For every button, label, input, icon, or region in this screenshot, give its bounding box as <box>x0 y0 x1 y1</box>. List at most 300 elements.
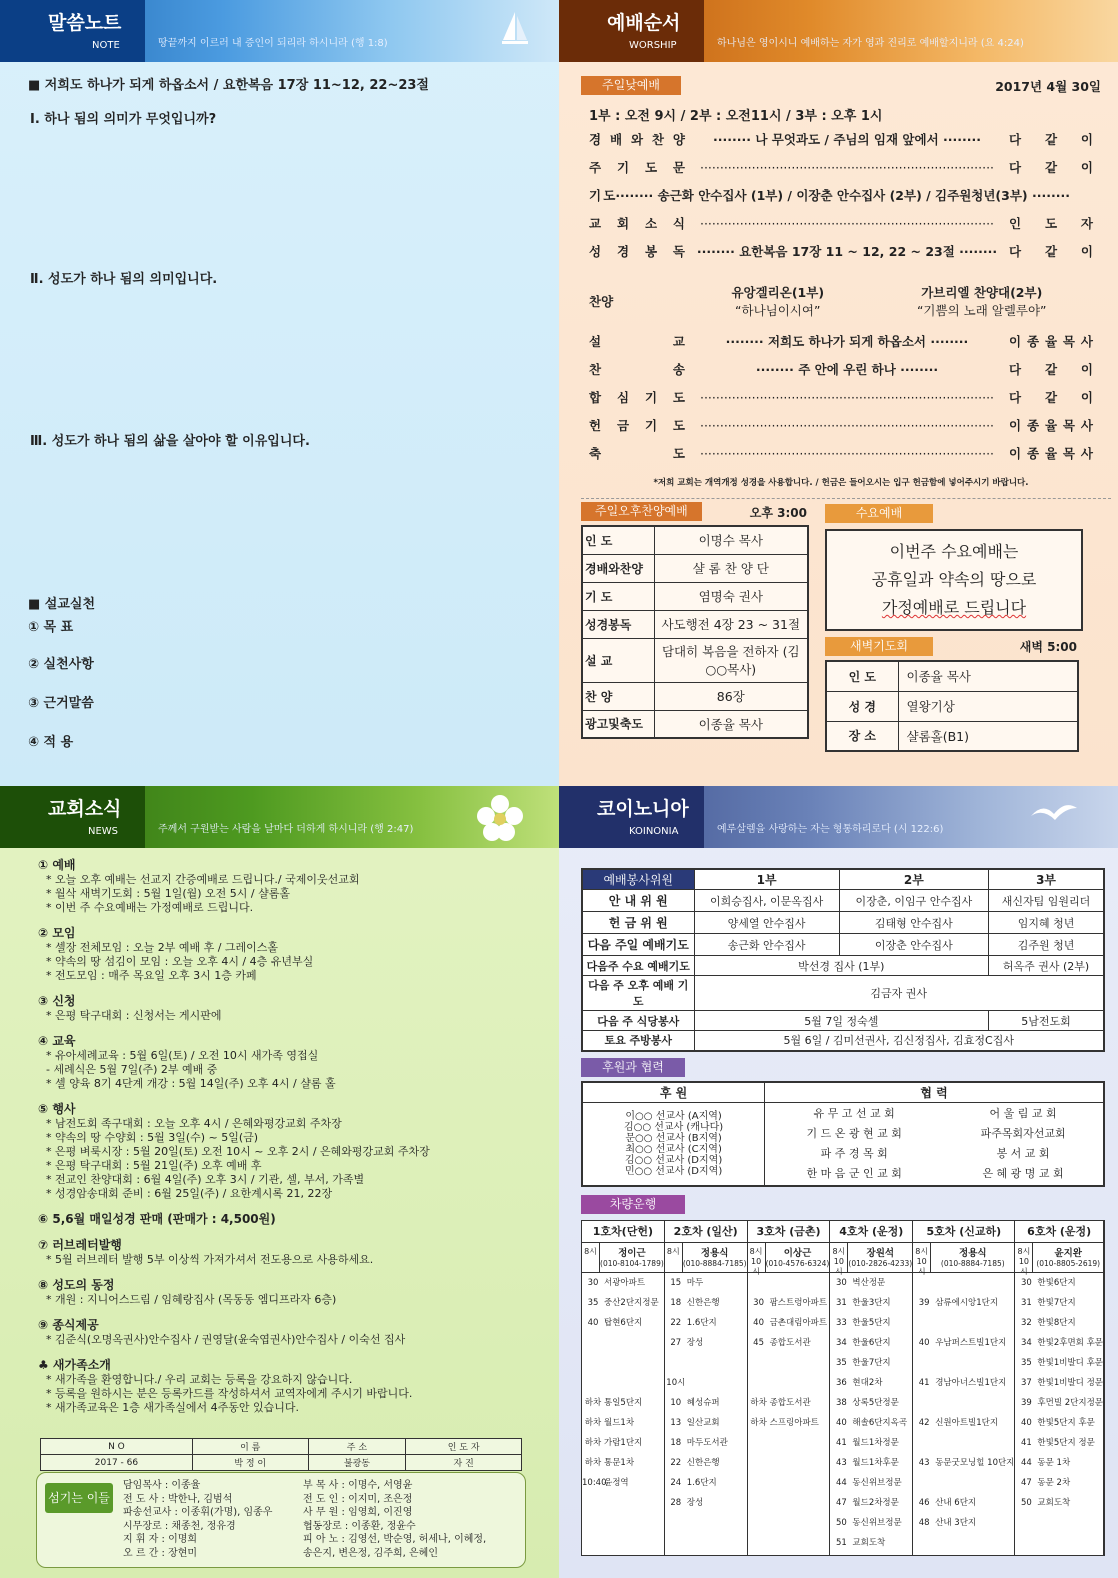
news-item: * 유아세례교육 : 5월 6일(토) / 오전 10시 새가족 영접실 <box>46 1049 319 1062</box>
bus-stop-name: 스프링아파트 <box>769 1417 819 1428</box>
bus-driver: 정이근 <box>618 1247 646 1259</box>
bus-stop-name: 종합도서관 <box>769 1337 811 1348</box>
bus-stop <box>830 1533 912 1553</box>
duty-cell: 새신자팀 임원리더 <box>989 890 1104 912</box>
note-banner-verse: 땅끝까지 이르러 내 증인이 되리라 하시니라 (행 1:8) <box>158 38 388 49</box>
bus-stop <box>1015 1273 1103 1293</box>
order-row <box>589 242 1093 270</box>
bus-stop-name: 서광아파트 <box>604 1277 646 1288</box>
order-row <box>589 214 1093 242</box>
order-label: 교 회 소 식 <box>589 216 685 231</box>
bus-stop-time: 22 <box>670 1317 682 1328</box>
dawn-value: 열왕기상 <box>898 691 1078 721</box>
duty-row <box>582 934 1104 956</box>
order-label: 헌 금 기 도 <box>589 418 685 433</box>
bus-stop <box>913 1433 1014 1453</box>
bus-stop-name: 통일5단지 <box>604 1397 643 1408</box>
bus-stop-time: 37 <box>1020 1377 1032 1388</box>
bus-stop-name: 삼류에시앙1단지 <box>935 1297 999 1308</box>
bus-stop-name: 후먼빌 2단지정문 <box>1037 1397 1103 1408</box>
order-row <box>589 158 1093 186</box>
bus-stop-time: 하차 <box>584 1457 602 1468</box>
duty-label: 다음주 수요 예배기도 <box>582 956 694 976</box>
order-list-2 <box>581 332 1101 472</box>
bus-stop-name <box>935 1353 1014 1373</box>
news-section <box>38 1316 538 1347</box>
bus-stop-time: 35 <box>587 1297 599 1308</box>
news-section-title: ⑨ 종식제공 <box>38 1318 99 1332</box>
seagull-icon <box>1029 794 1079 834</box>
bus-stop-time: 하차 <box>750 1397 767 1408</box>
duty-label: 토요 주방봉사 <box>582 1031 694 1051</box>
afternoon-value: 염명숙 권사 <box>654 582 808 610</box>
order-content: ········ 송근화 안수집사 (1부) / 이장춘 안수집사 (2부) / 김주원청년(3부) ········ <box>615 188 1070 203</box>
bus-stop-name: 한빛1비발디 정문 <box>1037 1377 1103 1388</box>
bus-stop <box>665 1393 747 1413</box>
duty-table <box>581 868 1105 1052</box>
news-item: * 전도모임 : 매주 목요일 오후 3시 1층 카페 <box>46 969 257 982</box>
bus-stop-name: 윤정역 <box>604 1477 629 1488</box>
news-item: * 약속의 땅 수양회 : 5월 3일(수) ~ 5일(금) <box>46 1131 259 1144</box>
bus-stop-name: 동문굿모닝힐 10단지 <box>935 1457 1015 1468</box>
bus-stop-time: 50 <box>835 1517 847 1528</box>
afternoon-row <box>582 682 808 710</box>
order-leader: 인 도 자 <box>1009 216 1093 231</box>
bus-stop <box>913 1273 1014 1293</box>
bus-stop-name <box>935 1313 1014 1333</box>
bus-stop-name: 한빛2후면회 후문 <box>1037 1337 1103 1348</box>
note-point-1: Ⅰ. 하나 됨의 의미가 무엇입니까? <box>30 112 217 127</box>
bus-stop-name: 신원아트빌1단지 <box>935 1417 999 1428</box>
duty-head: 2부 <box>839 869 988 890</box>
news-item: * 새가족교육은 1층 새가족실에서 4주동안 있습니다. <box>46 1401 299 1414</box>
bus-stop-name: 신한은행 <box>686 1457 720 1468</box>
duty-cell: 양세열 안수집사 <box>694 912 839 934</box>
partner: 봉 서 교 회 <box>996 1146 1050 1160</box>
order-content: ········ 요한복음 17장 11 ~ 12, 22 ~ 23절 ········ <box>696 244 998 259</box>
bus-stop <box>1015 1393 1103 1413</box>
bus-stop <box>582 1453 664 1473</box>
worship-logo-sub: WORSHIP <box>629 40 677 51</box>
afternoon-label: 경배와찬양 <box>582 554 654 582</box>
bus-stop <box>582 1353 664 1373</box>
service-times: 1부 : 오전 9시 / 2부 : 오전11시 / 3부 : 오후 1시 <box>589 109 883 124</box>
bus-stop <box>582 1313 664 1333</box>
note-logo <box>0 0 145 62</box>
worship-banner-verse: 하나님은 영이시니 예배하는 자가 영과 진리로 예배할지니라 (요 4:24) <box>717 38 1024 49</box>
bus-title: 2호차 (일산) <box>665 1221 747 1243</box>
bus-stop <box>830 1333 912 1353</box>
choir-b-song: “기쁨의 노래 알렐루야” <box>916 303 1047 318</box>
duty-row <box>582 976 1104 1011</box>
news-section-title: ⑦ 러브레터발행 <box>38 1238 122 1252</box>
duty-head: 3부 <box>989 869 1104 890</box>
duty-cell: 허옥주 권사 (2부) <box>989 956 1104 976</box>
bus-driver: 윤지완 <box>1054 1247 1082 1259</box>
bus-stop-time: 46 <box>918 1497 930 1508</box>
wednesday-line: 이번주 수요예배는 <box>889 542 1019 561</box>
note-point-2: Ⅱ. 성도가 하나 됨의 의미입니다. <box>30 272 218 287</box>
afternoon-label: 찬 양 <box>582 682 654 710</box>
bus-column <box>748 1221 831 1555</box>
bus-title: 5호차 (신교하) <box>913 1221 1014 1243</box>
news-item: * 성경암송대회 준비 : 6월 25일(주) / 요한계시록 21, 22장 <box>46 1187 333 1200</box>
afternoon-label: 설 교 <box>582 638 654 682</box>
news-logo <box>0 786 145 848</box>
duty-cell: 5남전도회 <box>989 1011 1104 1031</box>
duty-cell: 김태형 안수집사 <box>839 912 988 934</box>
staff-title: 섬기는 이들 <box>45 1483 113 1513</box>
worship-logo <box>559 0 704 62</box>
staff-line: 담임목사 : 이종율 <box>123 1480 201 1491</box>
staff-right <box>303 1479 486 1560</box>
bus-stop-time: 43 <box>835 1457 847 1468</box>
bus-stop-name <box>604 1333 664 1353</box>
koinonia-logo-title: 코이노니아 <box>597 798 689 820</box>
news-section-title: ⑥ 5,6월 매일성경 판매 (판매가 : 4,500원) <box>38 1212 276 1226</box>
bus-stop-time: 13 <box>670 1417 682 1428</box>
bus-stop-name: 한빛1비발디 후문 <box>1037 1357 1103 1368</box>
dawn-row <box>826 691 1078 721</box>
duty-cell: 송근화 안수집사 <box>694 934 839 956</box>
bus-stop-time: 27 <box>670 1337 682 1348</box>
bus-stop-name: 동문 1차 <box>1037 1457 1071 1468</box>
order-leader: 다 같 이 <box>1009 160 1093 175</box>
bus-stop <box>582 1433 664 1453</box>
staff-line: 사 무 원 : 임영희, 이진영 <box>303 1507 413 1518</box>
afternoon-label: 기 도 <box>582 582 654 610</box>
order-label: 성 경 봉 독 <box>589 244 685 259</box>
bus-stop-name: 현대2차 <box>852 1377 883 1388</box>
duty-cell: 박선경 집사 (1부) <box>694 956 989 976</box>
note-point-3: Ⅲ. 성도가 하나 됨의 삶을 살아야 할 이유입니다. <box>30 434 310 449</box>
bus-driver-row <box>748 1243 830 1276</box>
staff-line: 파송선교사 : 이종휘(가명), 임종우 <box>123 1507 273 1518</box>
bus-stop-name: 한울5단지 <box>852 1317 891 1328</box>
afternoon-label: 성경봉독 <box>582 610 654 638</box>
bus-stop-name: 동신위브정문 <box>852 1477 902 1488</box>
practice-item: ④ 적 용 <box>28 735 74 750</box>
news-item: - 세례식은 5월 7일(주) 2부 예배 중 <box>46 1063 218 1076</box>
bus-stop-name <box>770 1353 830 1373</box>
news-item: * 김준식(오명옥권사)안수집사 / 권영달(윤숙엽권사)안수집사 / 이숙선 집사 <box>46 1333 406 1346</box>
note-banner <box>0 0 559 62</box>
newcomer-cell: 박 정 이 <box>192 1455 308 1471</box>
order-leader: 이 종 율 목 사 <box>1009 418 1093 433</box>
bus-title: 3호차 (금촌) <box>748 1221 830 1243</box>
bus-departure: 8시 10시 <box>830 1243 848 1272</box>
bus-stop <box>913 1493 1014 1513</box>
order-label: 기 도 <box>589 188 616 203</box>
bus-stop <box>830 1293 912 1313</box>
bus-stop <box>1015 1353 1103 1373</box>
order-row <box>589 186 1093 214</box>
missionary: 이○○ 선교사 (A지역) <box>625 1110 722 1122</box>
staff-line: 송은지, 변은정, 김주희, 은혜인 <box>303 1547 438 1559</box>
bus-stop-time <box>913 1433 935 1453</box>
bus-stop-time <box>913 1473 935 1493</box>
order-leader: 다 같 이 <box>1009 390 1093 405</box>
bus-stop-name: 마두 <box>686 1277 704 1288</box>
bus-stop-name <box>935 1393 1014 1413</box>
bus-stop <box>1015 1453 1103 1473</box>
support-head: 후 원 <box>582 1082 765 1103</box>
koinonia-banner <box>559 786 1118 848</box>
duty-cell: 이희승집사, 이문옥집사 <box>694 890 839 912</box>
news-item: * 남전도회 족구대회 : 오늘 오후 4시 / 은혜와평강교회 주차장 <box>46 1117 342 1130</box>
bus-stop <box>665 1333 747 1353</box>
bus-stop-time: 44 <box>1020 1457 1032 1468</box>
koinonia-logo-sub: KOINONIA <box>629 826 679 837</box>
bus-stop <box>665 1293 747 1313</box>
support-tab: 후원과 협력 <box>581 1058 685 1077</box>
bus-stop-time <box>913 1273 935 1293</box>
bus-stop-name: 1.6단지 <box>686 1317 717 1328</box>
duty-cell: 5월 6일 / 김미선권사, 김신정집사, 김효정C집사 <box>694 1031 1104 1051</box>
bus-driver-row <box>665 1243 747 1273</box>
bus-stop-name: 마두도서관 <box>686 1437 728 1448</box>
dawn-time: 새벽 5:00 <box>1019 640 1077 654</box>
afternoon-row <box>582 610 808 638</box>
staff-line: 오 르 간 : 장현미 <box>123 1547 198 1559</box>
bus-title: 1호차(단헌) <box>582 1221 664 1243</box>
bus-stop <box>748 1373 830 1393</box>
bus-stop <box>830 1313 912 1333</box>
order-label: 찬 송 <box>589 362 685 377</box>
choir-a-name: 유앙겔리온(1부) <box>731 285 825 300</box>
choir-label: 찬양 <box>589 294 614 309</box>
bus-stop-name <box>770 1373 830 1393</box>
bus-stop-name: 산내 6단지 <box>935 1497 977 1508</box>
newcomer-head: N O <box>41 1439 193 1455</box>
dawn-label: 장 소 <box>826 721 898 751</box>
note-logo-title: 말씀노트 <box>48 12 122 34</box>
worship-panel <box>559 0 1118 786</box>
bus-stop <box>748 1413 830 1433</box>
bus-stop-name <box>604 1373 664 1393</box>
bus-stop-time: 33 <box>835 1317 847 1328</box>
bus-title: 4호차 (운정) <box>830 1221 912 1243</box>
news-section <box>38 1100 538 1201</box>
bus-stop <box>1015 1433 1103 1453</box>
partner: 한 마 음 군 인 교 회 <box>806 1166 902 1180</box>
bus-stop <box>748 1333 830 1353</box>
bus-stop-time: 40 <box>1020 1417 1032 1428</box>
duty-row <box>582 890 1104 912</box>
newcomer-cell: 불광동 <box>308 1455 406 1471</box>
partner-list-b <box>943 1102 1104 1186</box>
bus-stop <box>748 1293 830 1313</box>
news-banner-verse: 주께서 구원받는 사람을 날마다 더하게 하시니라 (행 2:47) <box>158 824 414 835</box>
news-item: * 5월 러브레터 발행 5부 이상씩 가져가셔서 전도용으로 사용하세요. <box>46 1253 374 1266</box>
bus-stop-time: 40 <box>918 1337 930 1348</box>
bus-stop-time: 31 <box>835 1297 847 1308</box>
bus-phone: (010-8884-7185) <box>940 1258 1005 1268</box>
news-item: * 등록을 원하시는 분은 등록카드를 작성하셔서 교역자에게 주시기 바랍니다. <box>46 1387 413 1400</box>
bus-stop <box>913 1473 1014 1493</box>
dawn-value: 이종율 목사 <box>898 661 1078 691</box>
bus-stop-name: 경남아너스빌1단지 <box>935 1377 1007 1388</box>
bus-driver-row <box>830 1243 913 1276</box>
order-leader: 이 종 율 목 사 <box>1009 446 1093 461</box>
staff-line: 전 도 사 : 박한나, 김범석 <box>123 1493 233 1505</box>
order-row <box>589 388 1093 416</box>
support-head: 협 력 <box>765 1082 1104 1103</box>
bus-column <box>913 1221 1015 1555</box>
afternoon-row <box>582 638 808 682</box>
bus-stop-name: 장성 <box>686 1337 704 1348</box>
worship-banner <box>559 0 1118 62</box>
bus-schedule <box>581 1220 1105 1556</box>
bus-stop-name <box>935 1433 1014 1453</box>
afternoon-value: 이종율 목사 <box>654 710 808 738</box>
bus-driver-row <box>913 1243 1014 1276</box>
newcomer-cell: 자 진 <box>406 1455 522 1471</box>
afternoon-row <box>582 526 808 554</box>
bus-stop-time <box>748 1273 770 1293</box>
bus-stop <box>582 1373 664 1393</box>
bus-stop <box>665 1313 747 1333</box>
order-leader: 다 같 이 <box>1009 244 1093 259</box>
bus-stop-name: 상록5단정문 <box>852 1397 899 1408</box>
order-leader: 다 같 이 <box>1009 132 1093 147</box>
staff-box <box>36 1472 526 1568</box>
duty-label: 헌 금 위 원 <box>582 912 694 934</box>
missionary: 김○○ 선교사 (D지역) <box>624 1154 723 1166</box>
order-row <box>589 130 1093 158</box>
bus-stop <box>913 1393 1014 1413</box>
news-panel <box>0 786 559 1578</box>
news-section <box>38 924 538 983</box>
bus-stop <box>913 1453 1014 1473</box>
missionary: 최○○ 선교사 (C지역) <box>625 1143 722 1155</box>
practice-item: ② 실천사항 <box>28 657 94 672</box>
bus-stop-name: 한빛7단지 <box>1037 1297 1076 1308</box>
sunday-service-tab: 주일낮예배 <box>581 76 681 95</box>
newcomer-cell: 2017 - 66 <box>41 1455 193 1471</box>
bus-stop <box>830 1273 912 1293</box>
bus-stop-time: 39 <box>918 1297 930 1308</box>
news-banner <box>0 786 559 848</box>
bus-phone: (010-8805-2619) <box>1036 1258 1101 1268</box>
bus-stop <box>582 1393 664 1413</box>
staff-line: 피 아 노 : 김영선, 박순영, 허세나, 이혜정, <box>303 1534 487 1545</box>
bus-stop <box>830 1353 912 1373</box>
bus-stop <box>748 1313 830 1333</box>
bus-tab: 차량운행 <box>581 1195 685 1214</box>
koinonia-panel <box>559 786 1118 1578</box>
bus-stop-name: 동신위브정문 <box>852 1517 902 1528</box>
bus-driver-row <box>1015 1243 1103 1276</box>
bus-stop-time: 51 <box>835 1537 847 1548</box>
bus-stop-name: 통문1차 <box>604 1457 635 1468</box>
order-label: 축 도 <box>589 446 685 461</box>
news-item: * 새가족을 환영합니다./ 우리 교회는 등록을 강요하지 않습니다. <box>46 1373 353 1386</box>
bus-stop-name: 장성 <box>686 1497 704 1508</box>
bus-stop-name: 한빛5단지 후문 <box>1037 1417 1095 1428</box>
news-item: * 개원 : 지니어스드림 / 임혜랑집사 (목동동 엠디프라자 6층) <box>46 1293 337 1306</box>
bus-phone: (010-8104-1789) <box>600 1258 664 1268</box>
bus-stop-name <box>935 1273 1014 1293</box>
bus-stop <box>748 1393 830 1413</box>
staff-line: 전 도 인 : 이지미, 조은정 <box>303 1493 413 1505</box>
bus-stop-name <box>687 1353 747 1373</box>
bus-departure: 8시 <box>665 1243 683 1272</box>
bus-stop <box>913 1413 1014 1433</box>
bus-stop <box>1015 1413 1103 1433</box>
order-content: ·········································································· <box>699 446 995 461</box>
bus-stop <box>830 1433 912 1453</box>
bus-stop <box>665 1373 747 1393</box>
dawn-row <box>826 661 1078 691</box>
news-section <box>38 1276 538 1307</box>
practice-item: ③ 근거말씀 <box>28 696 94 711</box>
news-list <box>38 856 538 1415</box>
bus-stop <box>582 1273 664 1293</box>
news-section-title: ④ 교육 <box>38 1034 76 1048</box>
order-leader: 다 같 이 <box>1009 362 1093 377</box>
bus-stop <box>830 1413 912 1433</box>
afternoon-row <box>582 710 808 738</box>
bus-stop-time: 32 <box>1020 1317 1032 1328</box>
bus-stop <box>1015 1333 1103 1353</box>
bus-stop-time: 30 <box>587 1277 599 1288</box>
order-content: ·········································································· <box>699 216 995 231</box>
note-panel <box>0 0 559 786</box>
dawn-tab: 새벽기도회 <box>825 637 933 656</box>
bus-stop <box>913 1333 1014 1353</box>
bus-stop-name: 월드1차후문 <box>852 1457 899 1468</box>
bus-stop <box>830 1393 912 1413</box>
staff-line: 지 휘 자 : 이명희 <box>123 1534 198 1545</box>
bus-stop <box>913 1373 1014 1393</box>
bus-stop-time <box>582 1333 604 1353</box>
order-label: 합 심 기 도 <box>589 390 685 405</box>
staff-line: 협동장로 : 이종환, 정윤수 <box>303 1520 416 1532</box>
bus-stop-time: 28 <box>670 1497 682 1508</box>
bus-stop-time: 50 <box>1020 1497 1032 1508</box>
news-section <box>38 1032 538 1091</box>
duty-row <box>582 912 1104 934</box>
staff-line: 시무장로 : 채종천, 정유경 <box>123 1520 236 1532</box>
order-content: ·········································································· <box>699 160 995 175</box>
newcomer-head: 주 소 <box>308 1439 406 1455</box>
bus-stop-time: 10시 <box>666 1377 686 1388</box>
duty-label: 다음 주 오후 예배 기도 <box>582 976 694 1011</box>
bus-stop-time: 하차 <box>584 1417 602 1428</box>
bus-driver: 정용식 <box>700 1247 729 1259</box>
bus-stop-time: 40 <box>835 1417 847 1428</box>
bus-column <box>582 1221 665 1555</box>
news-item: * 셀장 전체모임 : 오늘 2부 예배 후 / 그레이스홀 <box>46 941 279 954</box>
bus-driver: 장원석 <box>866 1247 895 1259</box>
dawn-table <box>825 660 1079 752</box>
bus-stop-time: 41 <box>1020 1437 1032 1448</box>
partner: 파 주 경 목 회 <box>820 1146 888 1160</box>
bus-stop-time: 35 <box>835 1357 847 1368</box>
bus-stop-time <box>582 1353 604 1373</box>
bus-stop-name: 종합도서관 <box>769 1397 811 1408</box>
worship-logo-title: 예배순서 <box>607 12 681 34</box>
bus-stop <box>582 1413 664 1433</box>
afternoon-value: 샬 롬 찬 양 단 <box>654 554 808 582</box>
bus-stop-time: 24 <box>670 1477 682 1488</box>
afternoon-tab: 주일오후찬양예배 <box>581 502 702 521</box>
bus-stop-time: 34 <box>1020 1337 1032 1348</box>
bus-stop-name: 일산교회 <box>686 1417 720 1428</box>
bus-stop-name: 중산2단지정문 <box>604 1297 659 1308</box>
bus-driver: 정용식 <box>959 1247 987 1259</box>
